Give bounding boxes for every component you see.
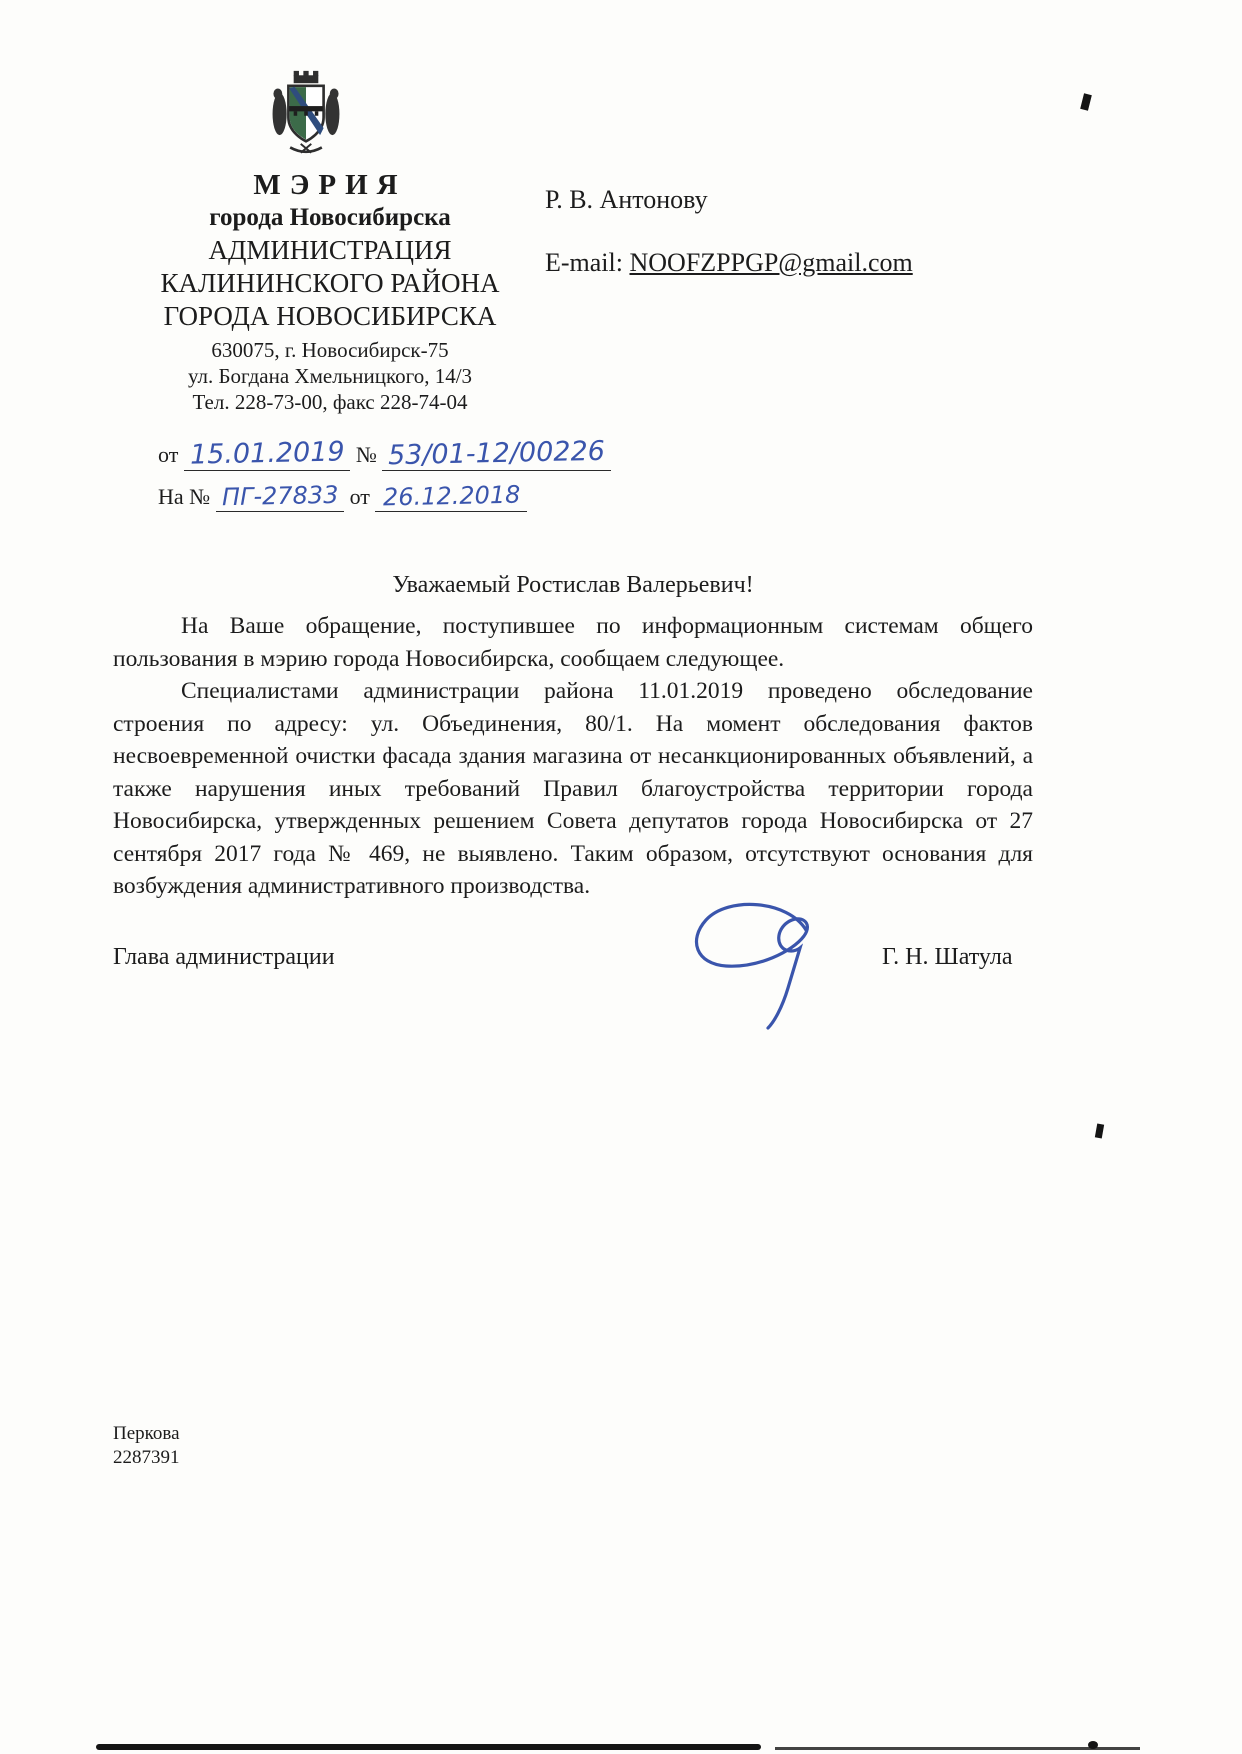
letterhead — [120, 168, 540, 415]
email-label: E-mail: — [545, 248, 623, 277]
handwritten-outgoing-date: 15.01.2019 — [189, 436, 345, 471]
recipient-email-line — [545, 248, 913, 278]
na-from-label: от — [349, 484, 370, 509]
org-name-line1: МЭРИЯ — [253, 169, 407, 201]
signer-name: Г. Н. Шатула — [882, 944, 1013, 970]
org-phone-fax: Тел. 228-73-00, факс 228-74-04 — [192, 390, 468, 414]
org-name-line2: города Новосибирска — [209, 204, 451, 231]
number-label: № — [355, 442, 377, 467]
handwritten-signature — [688, 892, 868, 1032]
handwritten-incoming-number: ПГ-27833 — [221, 480, 339, 512]
outgoing-date-field — [184, 438, 351, 471]
executor-block — [113, 1422, 180, 1470]
body-paragraph-2: Специалистами администрации района 11.01.2019 проведено обследование строения по адресу: ул. Объединения, 80/1. На момент обследования фактов несвоевременной очистки фасада здания магазина от несанкционированных объявлений, а также нарушения иных требований Правил благоустройства территории города Новосибирска, утвержденных решением Совета депутатов города Новосибирска от 27 сентября 2017 года № 469, не выявлено. Таким образом, отсутствуют основания для возбуждения административного производства. — [113, 678, 1033, 899]
letter-body — [113, 610, 1033, 903]
signer-position: Глава администрации — [113, 944, 335, 970]
handwritten-incoming-date: 26.12.2018 — [382, 480, 521, 512]
outgoing-number-field — [382, 435, 611, 472]
scan-artifact — [96, 1744, 761, 1750]
novosibirsk-coat-of-arms-icon — [262, 68, 350, 160]
outgoing-reference-line — [158, 435, 611, 472]
incoming-number-field — [216, 482, 344, 512]
recipient-email-address: NOOFZPPGP@gmail.com — [629, 248, 913, 277]
org-name-line4: КАЛИНИНСКОГО РАЙОНА — [160, 268, 500, 298]
incoming-date-field — [375, 482, 527, 512]
scan-artifact — [1080, 93, 1092, 110]
executor-phone: 2287391 — [113, 1447, 180, 1468]
scan-artifact — [775, 1747, 1140, 1750]
handwritten-outgoing-number: 53/01-12/00226 — [388, 435, 606, 472]
scan-artifact — [1095, 1123, 1104, 1138]
org-name-line3: АДМИНИСТРАЦИЯ — [208, 235, 452, 265]
recipient-name: Р. В. Антонову — [545, 185, 708, 214]
org-postal-address: 630075, г. Новосибирск-75 — [211, 338, 449, 362]
org-street-address: ул. Богдана Хмельницкого, 14/3 — [187, 364, 473, 388]
executor-name: Перкова — [113, 1423, 180, 1444]
salutation: Уважаемый Ростислав Валерьевич! — [392, 572, 754, 598]
na-label: На № — [158, 484, 211, 509]
org-name-line5: ГОРОДА НОВОСИБИРСКА — [163, 301, 497, 331]
body-paragraph-1: На Ваше обращение, поступившее по информационным системам общего пользования в мэрию города Новосибирска, сообщаем следующее. — [113, 613, 1033, 672]
scan-artifact — [1088, 1741, 1098, 1749]
from-label: от — [158, 442, 179, 467]
incoming-reference-line — [158, 482, 527, 512]
